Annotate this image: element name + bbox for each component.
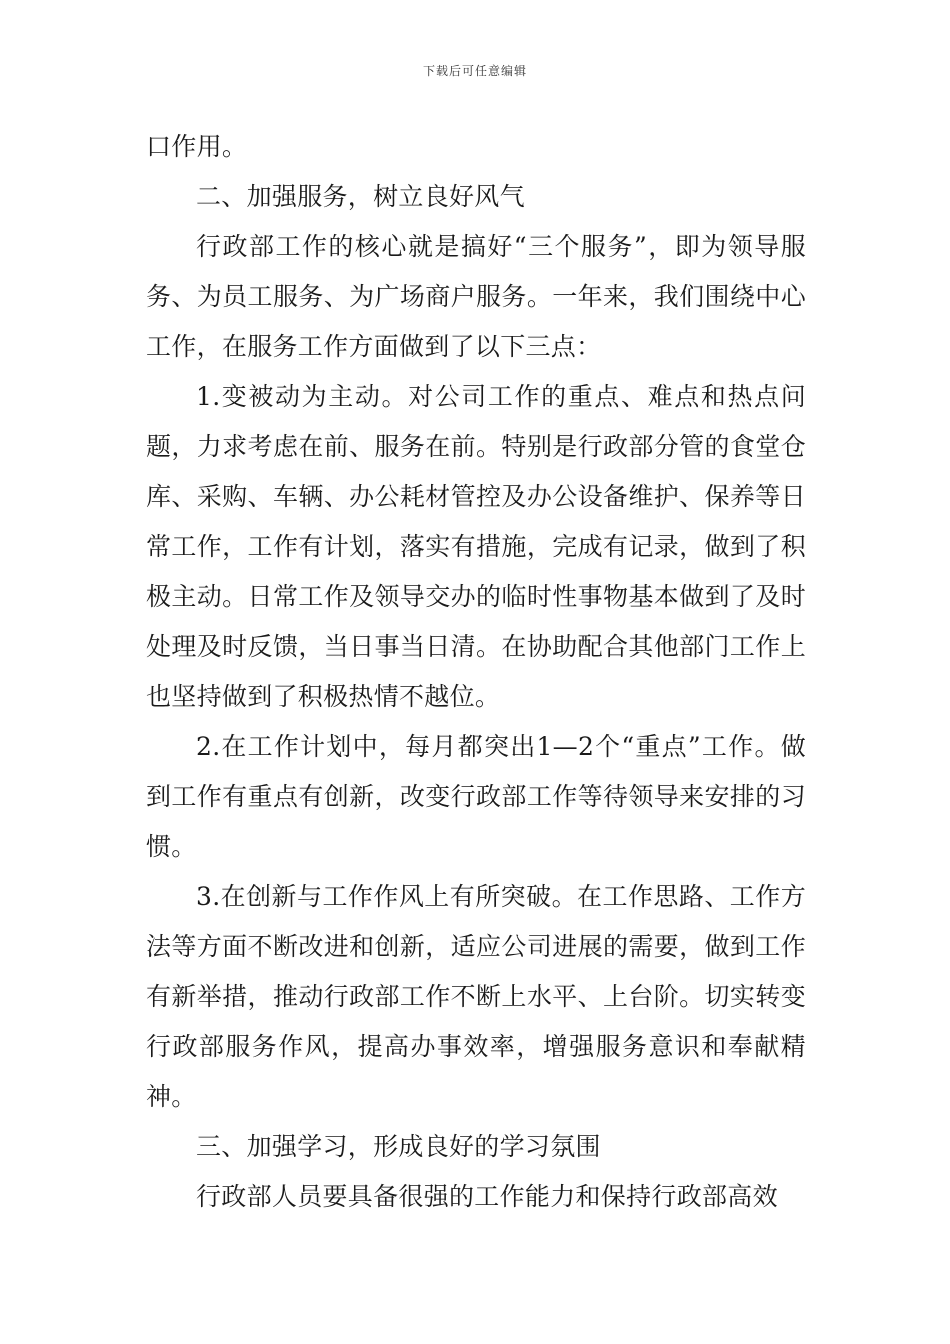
header-note: 下载后可任意编辑	[422, 64, 527, 78]
paragraph-item-2: 2.在工作计划中，每月都突出1—2个“重点”工作。做到工作有重点有创新，改变行政部工作等待领导来安排的习惯。	[146, 732, 806, 861]
paragraph-item-3: 3.在创新与工作作风上有所突破。在工作思路、工作方法等方面不断改进和创新，适应公司进展的需要，做到工作有新举措，推动行政部工作不断上水平、上台阶。切实转变行政部服务作风，提高办事效率，增强服务意识和奉献精神。	[146, 882, 806, 1111]
paragraph-continuation: 口作用。	[146, 132, 248, 161]
paragraph: 行政部工作的核心就是搞好“三个服务”，即为领导服务、为员工服务、为广场商户服务。一年来，我们围绕中心工作，在服务工作方面做到了以下三点：	[146, 232, 806, 361]
section-heading-2: 二、加强服务，树立良好风气	[196, 182, 525, 211]
paragraph-item-1: 1.变被动为主动。对公司工作的重点、难点和热点问题，力求考虑在前、服务在前。特别是行政部分管的食堂仓库、采购、车辆、办公耗材管控及办公设备维护、保养等日常工作，工作有计划，落实有措施，完成有记录，做到了积极主动。日常工作及领导交办的临时性事物基本做到了及时处理及时反馈，当日事当日清。在协助配合其他部门工作上也坚持做到了积极热情不越位。	[146, 382, 806, 711]
paragraph: 行政部人员要具备很强的工作能力和保持行政部高效	[196, 1182, 778, 1211]
document-body	[146, 122, 806, 1222]
section-heading-3: 三、加强学习，形成良好的学习氛围	[196, 1132, 601, 1161]
